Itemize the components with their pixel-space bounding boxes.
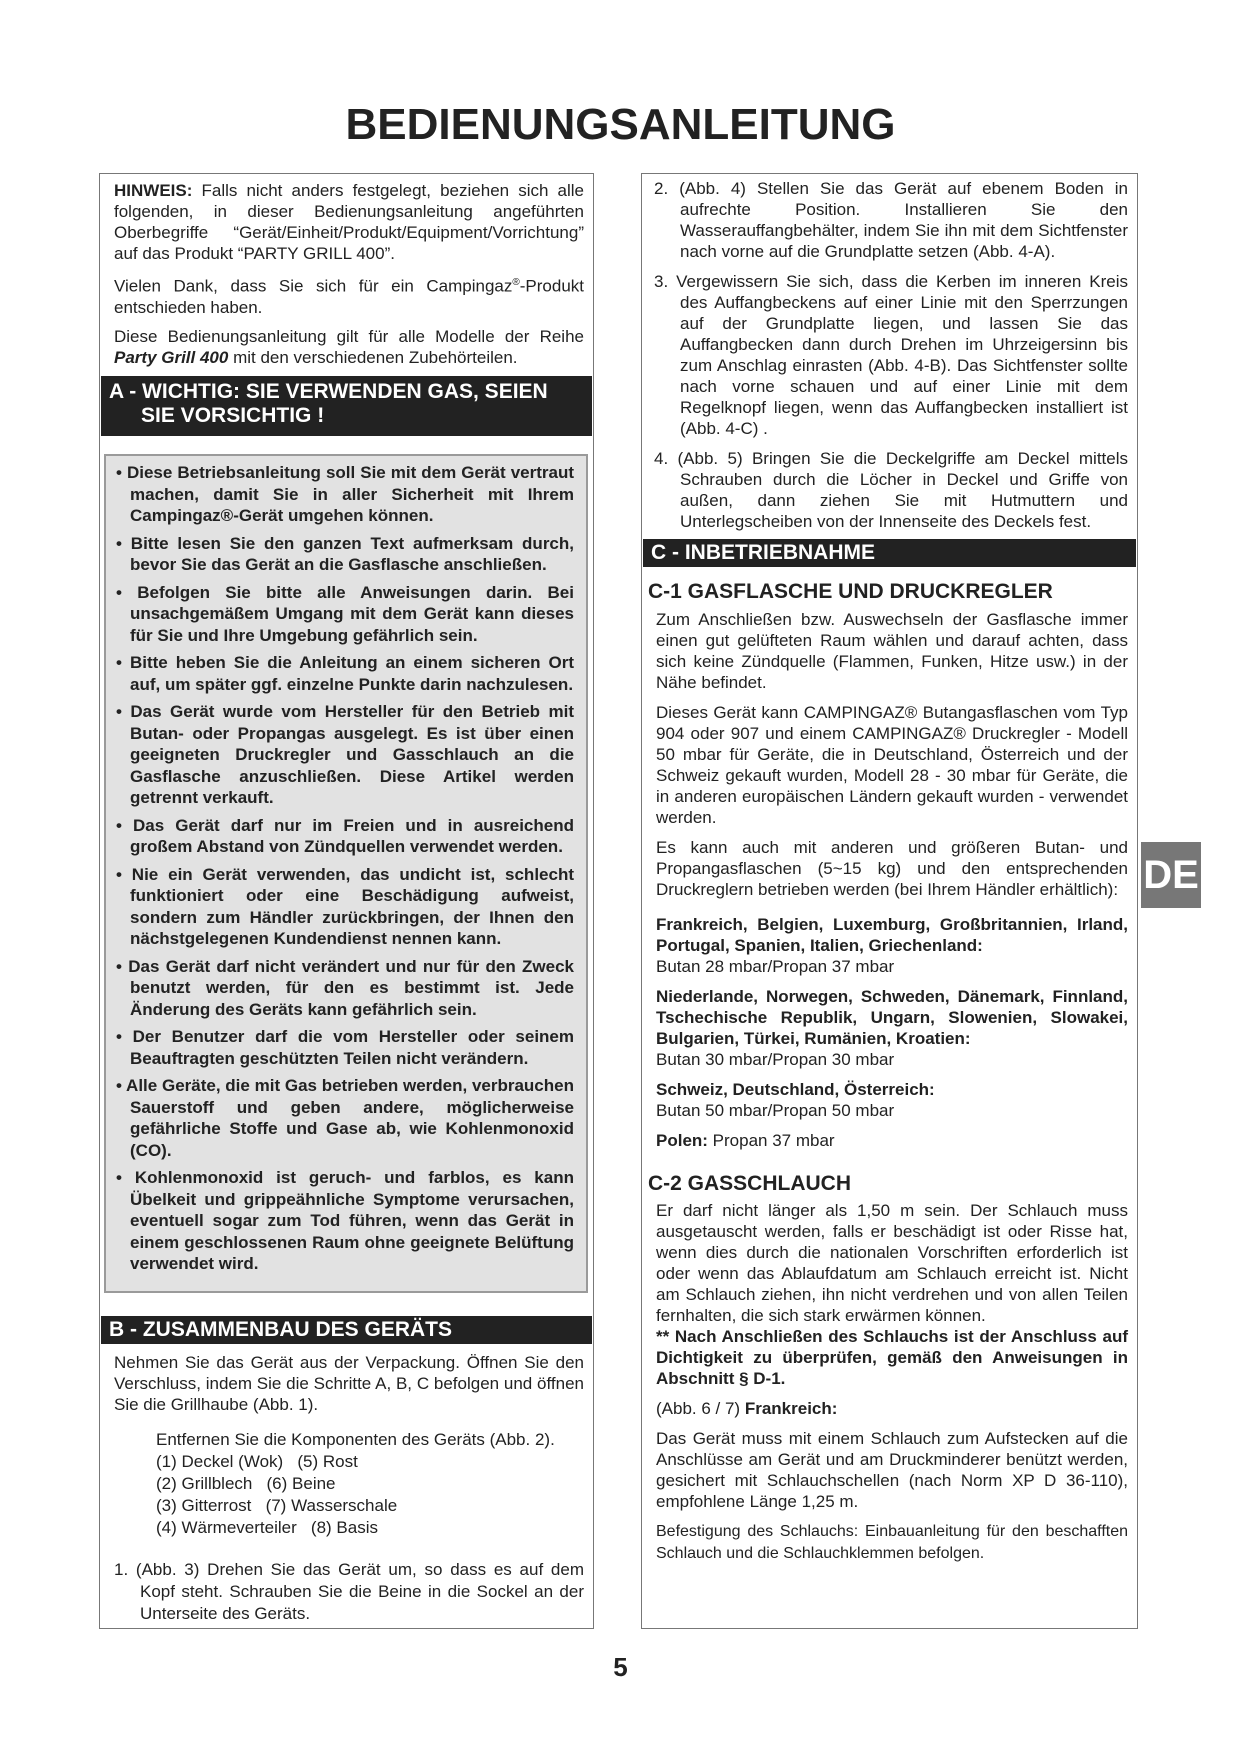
safety-warning-item: • Diese Betriebsanleitung soll Sie mit dem Gerät vertraut machen, damit Sie in aller Sicherheit mit Ihrem Campingaz®-Gerät umgehen können.	[116, 463, 574, 525]
component-line: (3) Gitterrost (7) Wasserschale	[156, 1496, 398, 1515]
safety-warning-item: • Nie ein Gerät verwenden, das undicht ist, schlecht funktioniert oder eine Beschädigung aufweist, sondern zum Händler zurückbringen, der Ihnen den nächstgelegenen Kundendienst nennen kann.	[116, 864, 574, 948]
c1-paragraph-3: Es kann auch mit anderen und größeren Butan- und Propangasflaschen (5~15 kg) und den entsprechenden Druckreglern betrieben werden (bei Ihrem Händler erhältlich):	[656, 838, 1128, 899]
safety-warning-item: • Das Gerät darf nur im Freien und in ausreichend großem Abstand von Zündquellen verwendet werden.	[116, 815, 574, 856]
validity-paragraph	[114, 326, 584, 368]
safety-warning-item: • Bitte lesen Sie den ganzen Text aufmerksam durch, bevor Sie das Gerät an die Gasflasche anschließen.	[116, 533, 574, 574]
country-poland: Polen:	[656, 1131, 708, 1150]
components-list	[114, 1429, 584, 1539]
countries-group-3: Schweiz, Deutschland, Österreich:	[656, 1080, 935, 1099]
c2-france-label: Frankreich:	[744, 1399, 838, 1418]
pressure-group-2: Butan 30 mbar/Propan 30 mbar	[656, 1050, 895, 1069]
c1-paragraph-2: Dieses Gerät kann CAMPINGAZ® Butangasflaschen vom Typ 904 oder 907 und einem CAMPINGAZ® Druckregler - Modell 50 mbar für Geräte, die in Deutschland, Österreich und der Schweiz gekauft wurden, Modell 28 - 30 mbar für Geräte, die in anderen europäischen Ländern gekauft wurden - verwendet werden.	[656, 703, 1128, 827]
validity-text: Diese Bedienungsanleitung gilt für alle Modelle der Reihe	[114, 326, 584, 346]
safety-warning-item: • Bitte heben Sie die Anleitung an einem sicheren Ort auf, um später ggf. einzelne Punkte darin nachzulesen.	[116, 653, 574, 694]
pressure-group-4: Propan 37 mbar	[707, 1131, 835, 1150]
page-number: 5	[613, 1652, 628, 1682]
notice-block	[114, 180, 584, 368]
countries-group-4	[656, 1130, 1128, 1151]
assembly-steps-continued	[654, 178, 1128, 532]
safety-warning-item: • Das Gerät wurde vom Hersteller für den Betrieb mit Butan- oder Propangas ausgelegt. Es ist über einen geeigneten Druckregler und Gasschlauch an die Gasflasche anzuschließen. Diese Artikel werden getrennt verkauft.	[116, 702, 574, 807]
pressure-group-3: Butan 50 mbar/Propan 50 mbar	[656, 1101, 895, 1120]
c2-paragraph-2: Das Gerät muss mit einem Schlauch zum Aufstecken auf die Anschlüsse am Gerät und am Druckminderer benützt werden, gesichert mit Schlauchschellen (nach Norm XP D 36-110), empfohlene Länge 1,25 m.	[656, 1429, 1128, 1511]
page-title: BEDIENUNGSANLEITUNG	[345, 100, 896, 149]
safety-warnings-box	[104, 454, 588, 1293]
component-line: (2) Grillblech (6) Beine	[156, 1474, 336, 1493]
notice-text: Falls nicht anders festgelegt, beziehen sich alle folgenden, in dieser Bedienungsanleitung angeführten Oberbegriffe “Gerät/Einheit/Produkt/Equipment/Vorrichtung” auf das Produkt “PARTY GRILL 400”.	[114, 181, 584, 263]
c2-note: ** Nach Anschließen des Schlauchs ist der Anschluss auf Dichtigkeit zu überprüfen, gemäß den Anweisungen in Abschnitt § D-1.	[656, 1327, 1128, 1388]
c1-paragraph-1: Zum Anschließen bzw. Auswechseln der Gasflasche immer einen gut gelüfteten Raum wählen und darauf achten, dass sich keine Zündquelle (Flammen, Funken, Hitze usw.) in der Nähe befindet.	[656, 610, 1128, 692]
assembly-step-4: 4. (Abb. 5) Bringen Sie die Deckelgriffe am Deckel mittels Schrauben durch die Löcher in Deckel und Griffe von außen, dann ziehen Sie mit Hutmuttern und Unterlegscheiben von der Innenseite des Deckels fest.	[654, 449, 1128, 531]
thanks-paragraph	[114, 272, 584, 318]
thanks-text-end: -Produkt entschieden haben.	[114, 276, 584, 317]
registered-mark: ®	[512, 277, 520, 288]
c1-title: C-1 GASFLASCHE UND DRUCKREGLER	[648, 580, 1053, 603]
c1-block	[656, 609, 1128, 1151]
assembly-block	[114, 1352, 584, 1625]
validity-text-end: mit den verschiedenen Zubehörteilen.	[228, 347, 518, 367]
c1-heading	[648, 580, 1130, 604]
safety-warning-item: • Befolgen Sie bitte alle Anweisungen darin. Bei unsachgemäßem Umgang mit dem Gerät kann dieses für Sie und Ihre Umgebung gefährlich sein.	[116, 582, 574, 645]
assembly-step-2: 2. (Abb. 4) Stellen Sie das Gerät auf ebenem Boden in aufrechte Position. Installieren Sie den Wasserauffangbehälter, indem Sie ihn mit dem Sichtfenster nach vorne auf die Grundplatte setzen (Abb. 4-A).	[654, 179, 1128, 261]
safety-warnings-list	[116, 462, 574, 1275]
safety-warning-item: • Der Benutzer darf die vom Hersteller oder seinem Beauftragten geschützten Teilen nicht verändern.	[116, 1027, 574, 1068]
section-b-heading: B - ZUSAMMENBAU DES GERÄTS	[101, 1316, 592, 1344]
section-a-line-1: A - WICHTIG: SIE VERWENDEN GAS, SEIEN	[109, 380, 548, 403]
section-c-heading: C - INBETRIEBNAHME	[643, 539, 1136, 567]
notice-paragraph	[114, 180, 584, 264]
assembly-step-1: 1. (Abb. 3) Drehen Sie das Gerät um, so dass es auf dem Kopf steht. Schrauben Sie die Beine in die Sockel an der Unterseite des Geräts.	[114, 1560, 584, 1623]
c2-block	[656, 1200, 1128, 1565]
safety-warning-item: • Das Gerät darf nicht verändert und nur für den Zweck benutzt werden, für den es bestimmt ist. Jede Änderung des Geräts kann gefährlich sein.	[116, 956, 574, 1019]
language-tab: DE	[1141, 842, 1201, 908]
thanks-text: Vielen Dank, dass Sie sich für ein Campingaz	[114, 276, 513, 296]
assembly-intro: Nehmen Sie das Gerät aus der Verpackung. Öffnen Sie den Verschluss, indem Sie die Schritte A, B, C befolgen und öffnen Sie die Grillhaube (Abb. 1).	[114, 1353, 584, 1414]
component-line: (1) Deckel (Wok) (5) Rost	[156, 1452, 358, 1471]
section-a-heading	[101, 376, 592, 436]
notice-label: HINWEIS:	[114, 181, 193, 200]
components-title: Entfernen Sie die Komponenten des Geräts (Abb. 2).	[156, 1430, 555, 1449]
c2-title: C-2 GASSCHLAUCH	[648, 1172, 852, 1195]
c2-figure-ref: (Abb. 6 / 7)	[656, 1399, 745, 1418]
assembly-step-3: 3. Vergewissern Sie sich, dass die Kerben im inneren Kreis des Auffangbeckens auf einer Linie mit den Sperrzungen auf der Grundplatte liegen, und lassen Sie das Auffangbecken dann durch Drehen im Uhrzeigersinn bis zum Anschlag einrasten (Abb. 4-B). Das Sichtfenster sollte nach vorne schauen und auf einer Linie mit dem Regelknopf liegen, wenn das Auffangbecken installiert ist (Abb. 4-C) .	[654, 272, 1128, 438]
c2-france-line	[656, 1398, 1128, 1419]
c2-paragraph-3: Befestigung des Schlauchs: Einbauanleitung für den beschafften Schlauch und die Schlauchklemmen befolgen.	[656, 1523, 1128, 1562]
component-line: (4) Wärmeverteiler (8) Basis	[156, 1518, 378, 1537]
safety-warning-item: • Kohlenmonoxid ist geruch- und farblos, es kann Übelkeit und grippeähnliche Symptome verursachen, eventuell sogar zum Tod führen, wenn das Gerät in einem geschlossenen Raum ohne geeignete Belüftung verwendet wird.	[116, 1168, 574, 1273]
model-name: Party Grill 400	[114, 347, 229, 367]
pressure-group-1: Butan 28 mbar/Propan 37 mbar	[656, 957, 895, 976]
countries-group-2: Niederlande, Norwegen, Schweden, Dänemark, Finnland, Tschechische Republik, Ungarn, Slowenien, Slowakei, Bulgarien, Türkei, Rumänien, Kroatien:	[656, 987, 1128, 1048]
countries-group-1: Frankreich, Belgien, Luxemburg, Großbritannien, Irland, Portugal, Spanien, Italien, Griechenland:	[656, 915, 1128, 955]
c2-paragraph-1: Er darf nicht länger als 1,50 m sein. Der Schlauch muss ausgetauscht werden, falls er beschädigt ist oder Risse hat, wenn dies durch die nationalen Vorschriften erforderlich ist oder wenn das Ablaufdatum am Schlauch erreicht ist. Nicht am Schlauch ziehen, ihn nicht verdrehen und von allen Teilen fernhalten, die sich stark erwärmen können.	[656, 1201, 1128, 1325]
c2-heading	[648, 1172, 1130, 1196]
section-a-line-2: SIE VORSICHTIG !	[141, 404, 325, 427]
safety-warning-item: • Alle Geräte, die mit Gas betrieben werden, verbrauchen Sauerstoff und geben andere, möglicherweise gefährliche Stoffe und Gase ab, wie Kohlenmonoxid (CO).	[116, 1076, 574, 1160]
